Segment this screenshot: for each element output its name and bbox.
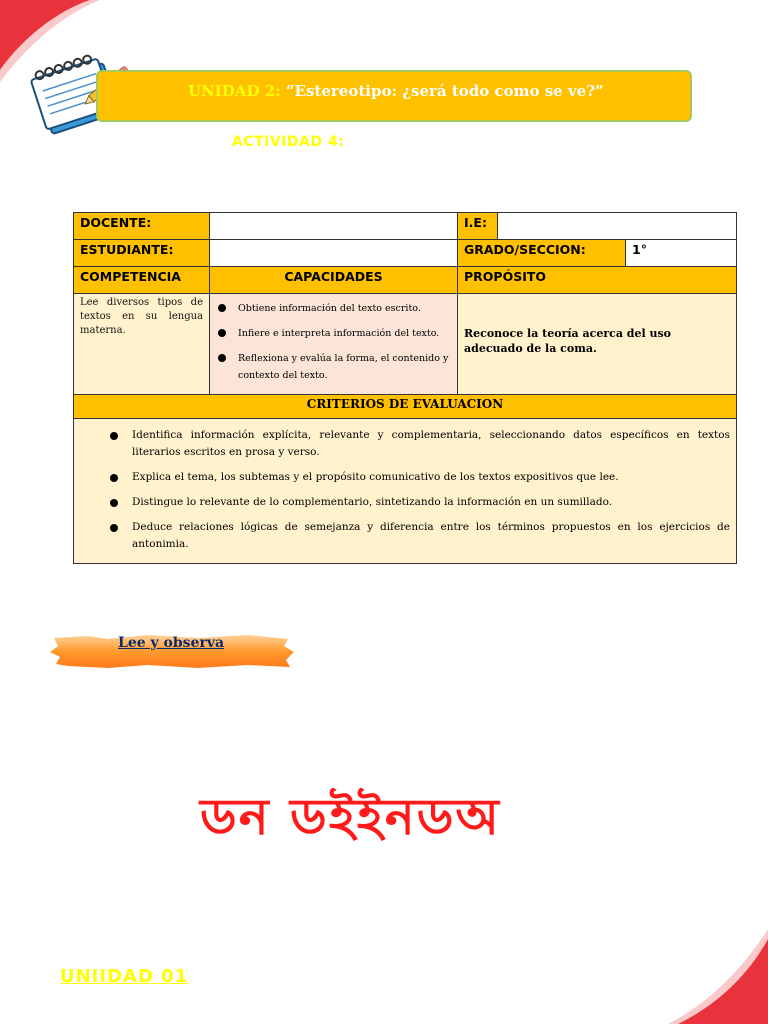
info-table [73, 212, 737, 564]
unit-prefix: UNIDAD 2: [188, 82, 281, 100]
ie-label: I.E: [458, 213, 498, 240]
list-item: Reflexiona y evalúa la forma, el contenido y contexto del texto. [216, 350, 451, 384]
unit-title [188, 82, 604, 100]
red-decorative-text: ডন ডইইনডঅ [200, 788, 501, 846]
grado-label: GRADO/SECCION: [458, 240, 626, 267]
capacidades-header: CAPACIDADES [210, 267, 458, 294]
activity-label: ACTIVIDAD 4: [232, 134, 345, 150]
competencia-text: Lee diversos tipos de textos en su lengua materna. [74, 294, 210, 395]
unit-banner [96, 70, 692, 122]
criterios-list [80, 427, 730, 553]
grado-value[interactable]: 1° [626, 240, 737, 267]
list-item: Identifica información explícita, relevante y complementaria, seleccionando datos específicos en textos literarios escritos en prosa y verso. [102, 427, 730, 461]
docente-label: DOCENTE: [74, 213, 210, 240]
criterios-cell [74, 419, 737, 564]
ie-field[interactable] [498, 213, 737, 240]
criterios-header: CRITERIOS DE EVALUACION [74, 395, 737, 419]
docente-field[interactable] [210, 213, 458, 240]
competencia-header: COMPETENCIA [74, 267, 210, 294]
proposito-cell [458, 294, 737, 395]
list-item: Distingue lo relevante de lo complementario, sintetizando la información en un sumillado. [102, 494, 730, 511]
list-item: Obtiene información del texto escrito. [216, 300, 451, 317]
estudiante-label: ESTUDIANTE: [74, 240, 210, 267]
section-label: Lee y observa [118, 635, 225, 651]
capacidades-list-cell [210, 294, 458, 395]
list-item: Deduce relaciones lógicas de semejanza y diferencia entre los términos propuestos en los ejercicios de antonimia. [102, 519, 730, 553]
proposito-text: Reconoce la teoría acerca del uso adecuado de la coma. [464, 327, 672, 355]
footer-unit-label: UNIIDAD 01 [60, 966, 189, 987]
list-item: Infiere e interpreta información del texto. [216, 325, 451, 342]
corner-swoosh-bottom-right [658, 914, 768, 1024]
list-item: Explica el tema, los subtemas y el propósito comunicativo de los textos expositivos que lee. [102, 469, 730, 486]
proposito-header: PROPÓSITO [458, 267, 737, 294]
unit-title-text: “Estereotipo: ¿será todo como se ve?” [285, 82, 604, 100]
section-label-badge [48, 630, 296, 672]
estudiante-field[interactable] [210, 240, 458, 267]
capacidades-list [216, 300, 451, 384]
